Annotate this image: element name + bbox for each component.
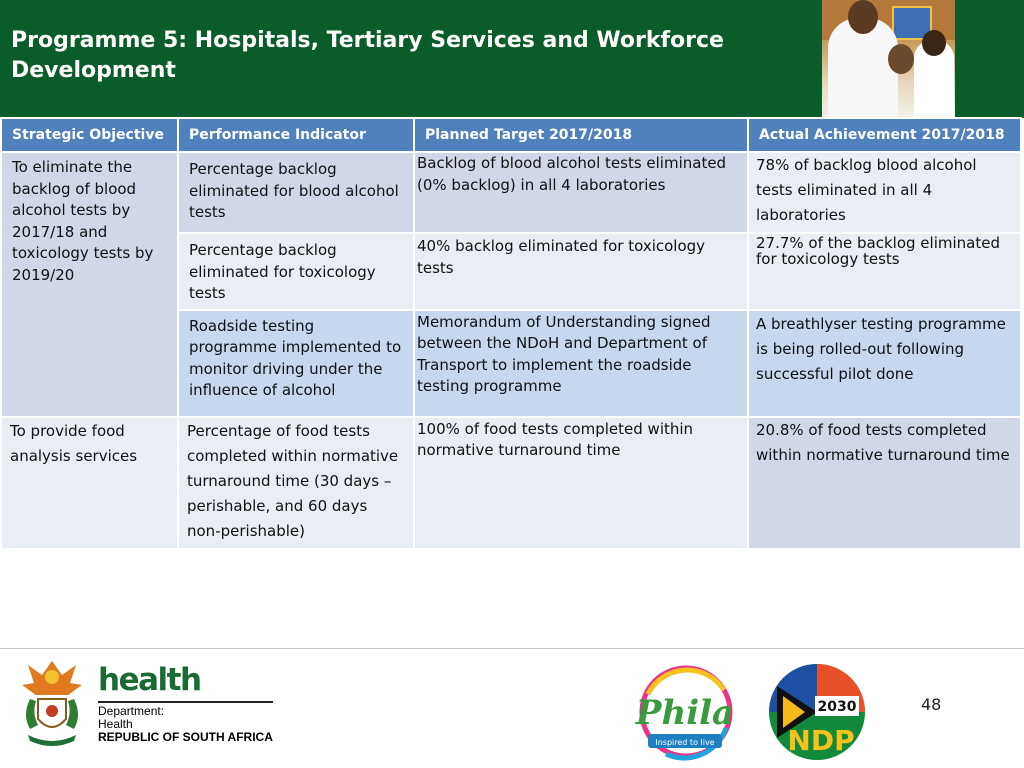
slide-title: Programme 5: Hospitals, Tertiary Services and Workforce Development [11, 28, 724, 83]
table-header-row [1, 118, 1021, 152]
strategic-objective-cell: To provide food analysis services [1, 417, 178, 549]
footer-divider [0, 648, 1024, 649]
slide-header [0, 0, 1024, 118]
actual-cell: 27.7% of the backlog eliminated for toxicology tests [748, 233, 1021, 310]
health-wordmark: health [98, 662, 201, 698]
target-cell: 100% of food tests completed within normative turnaround time [414, 417, 748, 549]
department-label [98, 705, 273, 744]
photo-child-head-back [888, 44, 914, 74]
indicator-cell: Percentage of food tests completed within normative turnaround time (30 days – perishable, and 60 days non-perishable) [178, 417, 414, 549]
phila-tagline: Inspired to live [655, 738, 715, 747]
performance-table [0, 117, 1022, 550]
header-performance-indicator: Performance Indicator [178, 118, 414, 152]
dept-country: REPUBLIC OF SOUTH AFRICA [98, 730, 273, 744]
photo-child-head [922, 30, 946, 56]
header-strategic-objective: Strategic Objective [1, 118, 178, 152]
ndp-year: 2030 [817, 699, 857, 715]
strategic-objective-cell: To eliminate the backlog of blood alcohol tests by 2017/18 and toxicology tests by 2019/20 [1, 152, 178, 417]
dept-line: Department: [98, 704, 165, 718]
actual-cell: 20.8% of food tests completed within normative turnaround time [748, 417, 1021, 549]
phila-logo [626, 664, 744, 764]
actual-cell: 78% of backlog blood alcohol tests eliminated in all 4 laboratories [748, 152, 1021, 233]
page-number: 48 [921, 695, 942, 714]
indicator-cell: Percentage backlog eliminated for blood alcohol tests [178, 152, 414, 233]
indicator-cell: Roadside testing programme implemented to monitor driving under the influence of alcohol [178, 310, 414, 417]
header-planned-target: Planned Target 2017/2018 [414, 118, 748, 152]
actual-cell: A breathlyser testing programme is being rolled-out following successful pilot done [748, 310, 1021, 417]
health-rule [98, 701, 273, 703]
header-actual-achievement: Actual Achievement 2017/2018 [748, 118, 1021, 152]
table-row [1, 152, 1021, 233]
target-cell: 40% backlog eliminated for toxicology tests [414, 233, 748, 310]
ndp-2030-logo [763, 662, 871, 762]
dept-line: Health [98, 717, 133, 731]
coat-of-arms-logo [16, 655, 88, 749]
header-photo [822, 0, 955, 118]
table-row [1, 417, 1021, 549]
phila-word: Phila [635, 693, 735, 733]
ndp-word: NDP [787, 724, 855, 757]
target-cell: Backlog of blood alcohol tests eliminated (0% backlog) in all 4 laboratories [414, 152, 748, 233]
target-cell: Memorandum of Understanding signed between the NDoH and Department of Transport to implement the roadside testing programme [414, 310, 748, 417]
photo-nurse-head [848, 0, 878, 34]
indicator-cell: Percentage backlog eliminated for toxicology tests [178, 233, 414, 310]
